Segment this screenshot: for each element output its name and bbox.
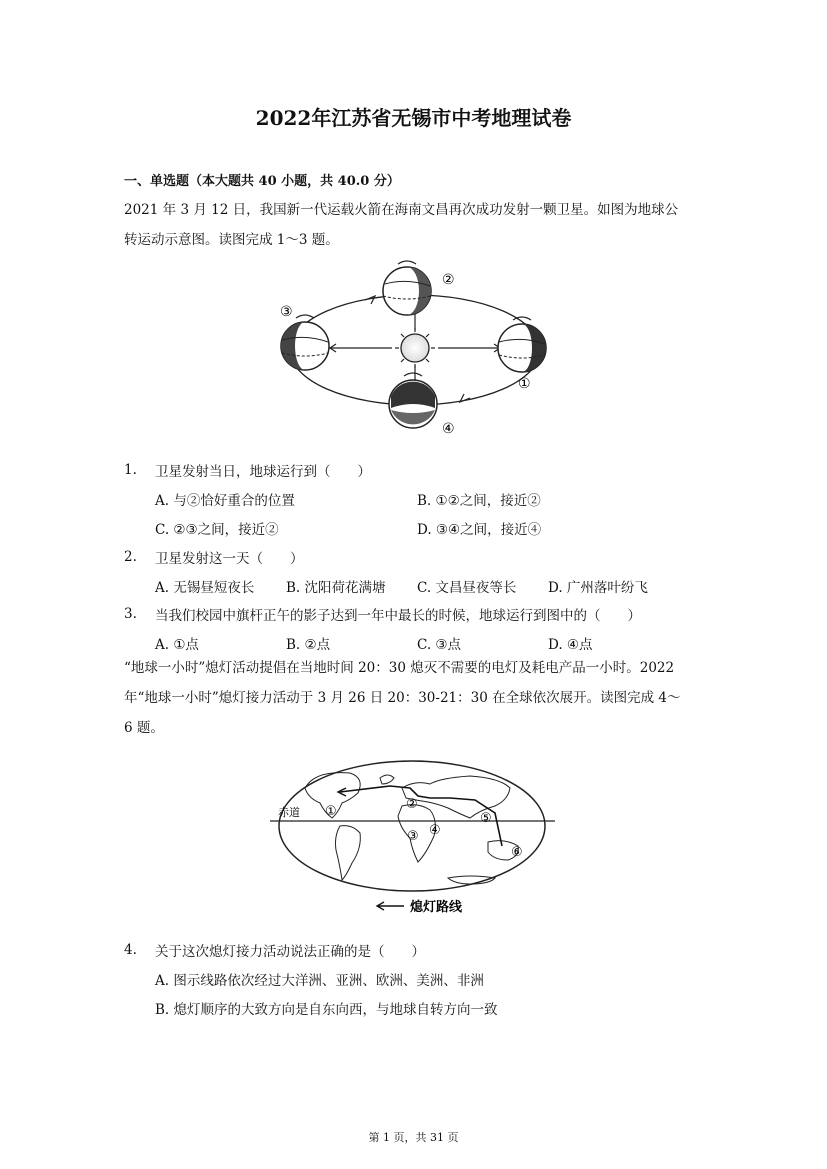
equator-label: 赤道 xyxy=(278,806,300,819)
earth-position-1 xyxy=(498,317,546,372)
q1-option-c[interactable]: C. ②③之间，接近② xyxy=(155,522,279,538)
intro2-line3: 6 题。 xyxy=(124,720,164,736)
intro1-line1: 2021 年 3 月 12 日，我国新一代运载火箭在海南文昌再次成功发射一颗卫星。如图为地球公 xyxy=(124,202,679,218)
world-map-diagram xyxy=(270,758,555,918)
intro2-line2: 年“地球一小时”熄灯接力活动于 3 月 26 日 20：30-21：30 在全球依次展开。读图完成 4～ xyxy=(124,690,681,706)
q3-text: 当我们校园中旗杆正午的影子达到一年中最长的时候，地球运行到图中的（ ） xyxy=(155,608,641,624)
orbit-label-3: ③ xyxy=(280,304,293,320)
q1-option-b[interactable]: B. ①②之间，接近② xyxy=(417,493,541,509)
map-label-4: ④ xyxy=(429,823,441,838)
sun-icon xyxy=(395,328,435,368)
earth-position-3 xyxy=(281,315,329,370)
q4-option-b[interactable]: B. 熄灯顺序的大致方向是自东向西，与地球自转方向一致 xyxy=(155,1002,498,1018)
orbit-label-2: ② xyxy=(442,272,455,288)
q2-option-b[interactable]: B. 沈阳荷花满塘 xyxy=(286,580,386,596)
orbit-arrow xyxy=(365,296,375,304)
map-outline xyxy=(279,761,545,891)
earth-position-4 xyxy=(389,373,437,428)
earth-orbit-diagram xyxy=(270,258,560,438)
earth-position-2 xyxy=(383,261,431,315)
q1-option-a[interactable]: A. 与②恰好重合的位置 xyxy=(155,493,295,509)
q1-number: 1. xyxy=(124,462,137,478)
q2-number: 2. xyxy=(124,549,137,565)
q4-text: 关于这次熄灯接力活动说法正确的是（ ） xyxy=(155,944,425,960)
q2-option-c[interactable]: C. 文昌昼夜等长 xyxy=(417,580,517,596)
intro-paragraph-2 xyxy=(124,653,724,743)
intro2-line1: “地球一小时”熄灯活动提倡在当地时间 20：30 熄灭不需要的电灯及耗电产品一小时。2022 xyxy=(124,660,675,676)
map-label-6: ⑥ xyxy=(511,845,523,860)
q4-number: 4. xyxy=(124,942,137,958)
q3-option-b[interactable]: B. ②点 xyxy=(286,637,331,653)
q2-option-a[interactable]: A. 无锡昼短夜长 xyxy=(155,580,255,596)
map-label-5: ⑤ xyxy=(480,811,492,826)
q3-option-d[interactable]: D. ④点 xyxy=(548,637,593,653)
orbit-label-4: ④ xyxy=(442,421,455,437)
page-title: 2022年江苏省无锡市中考地理试卷 xyxy=(255,106,572,130)
orbit-label-1: ① xyxy=(518,376,531,392)
intro1-line2: 转运动示意图。读图完成 1～3 题。 xyxy=(124,232,339,248)
q2-text: 卫星发射这一天（ ） xyxy=(155,551,304,567)
q1-text: 卫星发射当日，地球运行到（ ） xyxy=(155,464,371,480)
intro-paragraph-1 xyxy=(124,195,714,255)
q3-option-a[interactable]: A. ①点 xyxy=(155,637,199,653)
map-label-1: ① xyxy=(325,804,337,819)
map-label-3: ③ xyxy=(407,829,419,844)
q3-number: 3. xyxy=(124,606,137,622)
q1-option-d[interactable]: D. ③④之间，接近④ xyxy=(417,522,542,538)
q4-option-a[interactable]: A. 图示线路依次经过大洋洲、亚洲、欧洲、美洲、非洲 xyxy=(155,973,484,989)
legend-label: 熄灯路线 xyxy=(410,900,463,915)
q2-option-d[interactable]: D. 广州落叶纷飞 xyxy=(548,580,648,596)
map-label-2: ② xyxy=(406,797,418,812)
section-heading: 一、单选题（本大题共 40 小题，共 40.0 分） xyxy=(124,174,400,189)
q3-option-c[interactable]: C. ③点 xyxy=(417,637,462,653)
page-footer: 第 1 页，共 31 页 xyxy=(368,1131,459,1144)
